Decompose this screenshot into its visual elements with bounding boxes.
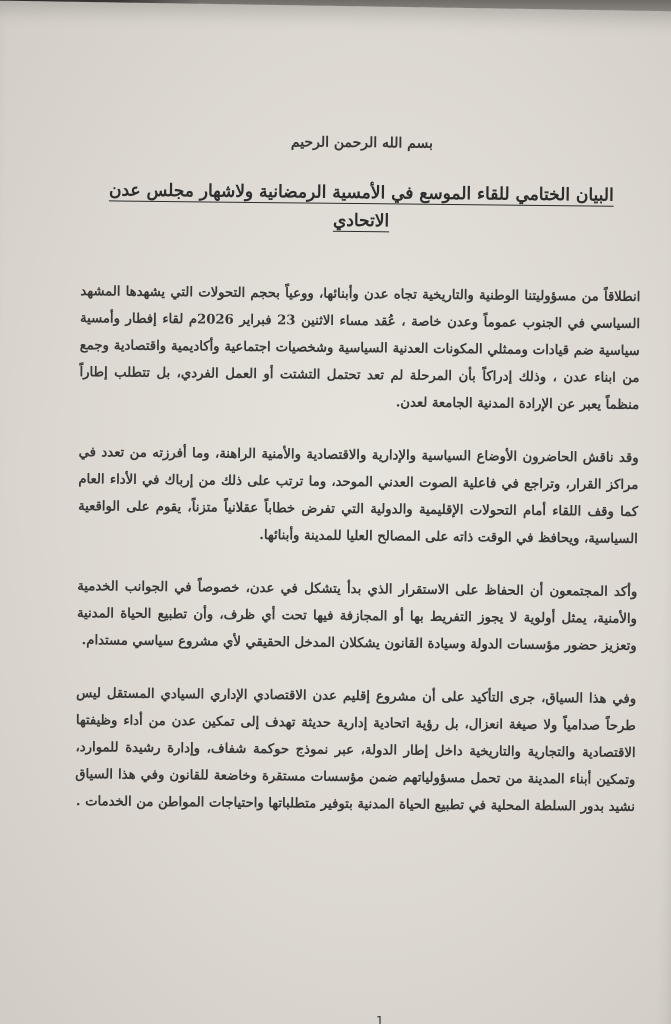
basmala: بسم الله الرحمن الرحيم bbox=[290, 134, 433, 152]
paragraph-1: انطلاقاً من مسؤوليتنا الوطنية والتاريخية تجاه عدن وأبنائها، ووعياً بحجم التحولات التي يشهدها المشهد السياسي في الجنوب عموماً وعدن خاصة ، عُقد مساء الاثنين 23 فبراير 2026م لقاء إفطار وأمسية سياسية ضم قيادات وممثلي المكونات العدنية السياسية وشخصيات اجتماعية وأكاديمية واقتصادية وجمع من ابناء عدن ، وذلك إدراكاً بأن المرحلة لم تعد تحتمل التشتت أو العمل الفردي، بل تتطلب إطاراً منظماً يعبر عن الإرادة المدنية الجامعة لعدن. bbox=[79, 284, 641, 413]
document-title: البيان الختامي للقاء الموسع في الأمسية الرمضانية ولاشهار مجلس عدن الاتحادي bbox=[108, 180, 614, 232]
document-body bbox=[75, 132, 642, 847]
paragraph-2: وقد ناقش الحاضرون الأوضاع السياسية والإدارية والاقتصادية والأمنية الراهنة، وما أفرزته من تعدد في مراكز القرار، وتراجع في فاعلية الصوت العدني الموحد، وما ترتب على ذلك من إرباك في الأداء العام كما وقف اللقاء أمام التحولات الإقليمية والدولية التي تفرض خطاباً عقلانياً متزناً، يقوم على الواقعية السياسية، ويحافظ في الوقت ذاته على المصالح العليا للمدينة وأبنائها. bbox=[78, 445, 639, 547]
paragraph-3: وأكد المجتمعون أن الحفاظ على الاستقرار الذي بدأ يتشكل في عدن، خصوصاً في الجوانب الخدمية والأمنية، يمثل أولوية لا يجوز التفريط بها أو المجازفة فيها تحت أي ظرف، وأن تطبيع الحياة المدنية وتعزيز حضور مؤسسات الدولة وسيادة القانون يشكلان المدخل الحقيقي لأي مشروع سياسي مستدام. bbox=[76, 579, 638, 654]
page-number: 1 bbox=[376, 1014, 384, 1024]
paragraph-4: وفي هذا السياق، جرى التأكيد على أن مشروع إقليم عدن الاقتصادي الإداري السيادي المستقل ليس طرحاً صدامياً ولا صيغة انعزال، بل رؤية اتحادية إدارية حديثة تهدف إلى تمكين عدن من أداء وظيفتها الاقتصادية والتجارية والتاريخية داخل إطار الدولة، عبر نموذج حوكمة شفاف، وإدارة رشيدة للموارد، وتمكين أبناء المدينة من تحمل مسؤولياتهم ضمن مؤسسات مستقرة وخاضعة للقانون وفي هذا السياق نشيد بدور السلطة المحلية في تطبيع الحياة المدنية بتوفير متطلباتها واحتياجات المواطن من الخدمات . bbox=[75, 686, 637, 815]
